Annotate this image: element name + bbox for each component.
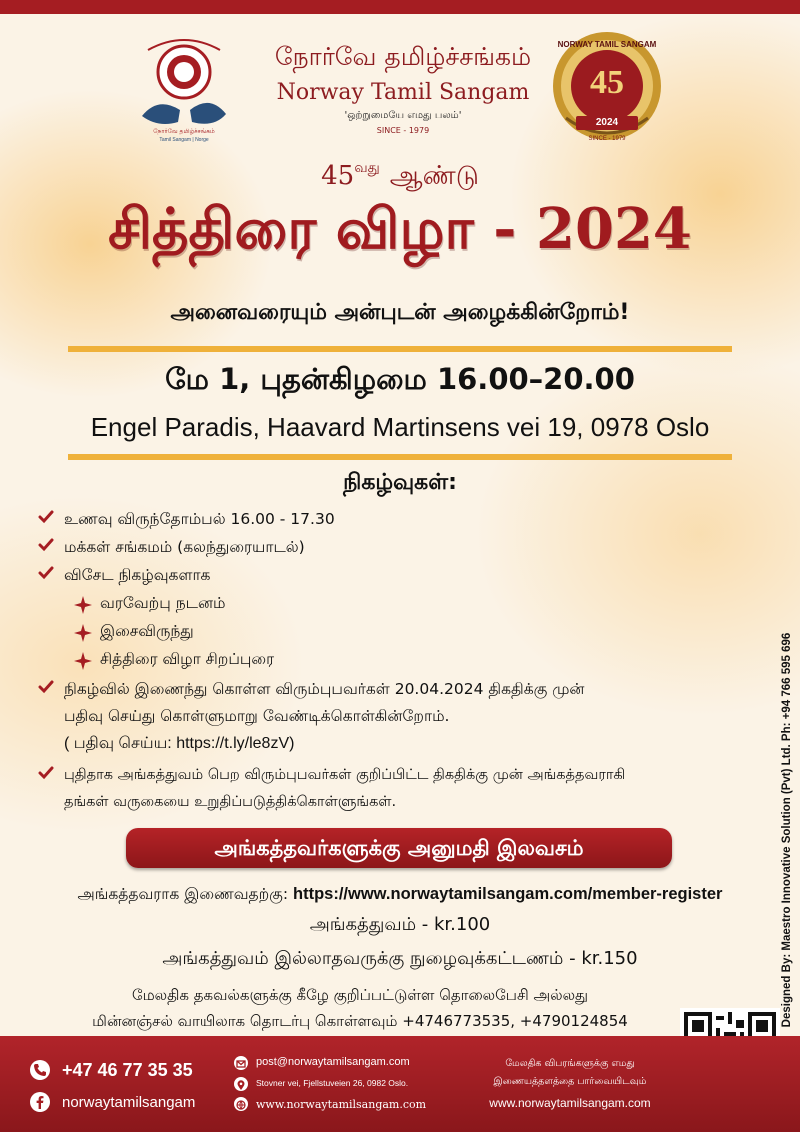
program-sub-item [74,622,474,644]
check-icon [38,537,54,553]
program-sub-item [74,594,474,616]
facebook-icon [30,1092,50,1112]
free-entry-banner: அங்கத்தவர்களுக்கு அனுமதி இலவசம் [126,828,672,868]
org-since: SINCE - 1979 [376,126,430,135]
check-icon [38,765,54,781]
badge-number: 45 [590,64,624,101]
top-bar [0,0,800,14]
program-sub-item-text: வரவேற்பு நடனம் [100,594,226,612]
badge-ring-text: NORWAY TAMIL SANGAM [557,40,657,49]
footer-website-note: மேலதிக விபரங்களுக்கு எமது [505,1058,635,1069]
program-item [38,762,788,816]
footer-phone[interactable]: +47 46 77 35 35 [62,1060,193,1080]
logo-caption: நோர்வே தமிழ்ச்சங்கம் [153,128,215,135]
designer-credit: Designed By: Maestro Innovative Solution (Pvt) Ltd. Ph: +94 766 595 696 [781,632,793,1028]
program-item [38,676,778,757]
program-sub-item [74,650,474,672]
program-item-text: நிகழ்வில் இணைந்து கொள்ள விரும்புபவர்கள் 20.04.2024 திகதிக்கு முன் [64,680,585,698]
program-item-text: மக்கள் சங்கமம் (கலந்துரையாடல்) [64,538,305,556]
program-item-text: தங்கள் வருகையை உறுதிப்படுத்திக்கொள்ளுங்கள். [64,794,397,810]
contact-line: மின்னஞ்சல் வாயிலாக தொடர்பு கொள்ளவும் +4746773535, +4790124854 [92,1012,628,1030]
globe-icon [234,1097,248,1111]
footer-website-link[interactable]: www.norwaytamilsangam.com [489,1096,651,1110]
member-fee: அங்கத்துவம் - kr.100 [309,914,491,935]
footer-email[interactable]: post@norwaytamilsangam.com [256,1056,410,1068]
badge-since: SINCE - 1979 [588,136,626,142]
footer-address: Stovner vei, Fjellstuveien 26, 0982 Oslo. [256,1078,409,1088]
program-item [38,562,758,589]
check-icon [38,565,54,581]
nonmember-fee: அங்கத்துவம் இல்லாதவருக்கு நுழைவுக்கட்டணம் - kr.150 [162,948,638,969]
year-word: ஆண்டு [389,161,479,191]
star-icon [74,624,92,642]
star-icon [74,652,92,670]
event-date-time: மே 1, புதன்கிழமை 16.00–20.00 [165,362,635,396]
program-item-text: உணவு விருந்தோம்பல் 16.00 - 17.30 [64,510,335,528]
org-name-tamil: நோர்வே தமிழ்ச்சங்கம் [274,42,532,71]
star-icon [74,596,92,614]
festival-title: சித்திரை விழா - 2024 [108,196,692,262]
divider-bottom [68,454,732,460]
location-icon [234,1077,248,1091]
program-heading: நிகழ்வுகள்: [343,470,457,495]
phone-icon [30,1060,50,1080]
check-icon [38,679,54,695]
badge-year: 2024 [595,117,619,128]
register-link[interactable]: https://www.norwaytamilsangam.com/member-register [293,885,723,903]
year-number: 45 [321,161,355,191]
register-line [30,885,770,905]
program-item [38,534,758,561]
email-icon [234,1056,248,1070]
org-name-english: Norway Tamil Sangam [276,80,530,105]
sangam-logo [128,36,240,146]
program-item-text: விசேட நிகழ்வுகளாக [64,566,211,584]
anniversary-badge [548,28,666,152]
register-prefix: அங்கத்தவராக இணைவதற்கு: [77,885,289,903]
divider-top [68,346,732,352]
check-icon [38,509,54,525]
footer-website-note: இணையத்தளத்தை பார்வையிடவும் [493,1076,647,1087]
footer-website[interactable]: www.norwaytamilsangam.com [256,1098,427,1111]
program-sub-item-text: இசைவிருந்து [100,622,194,640]
invitation-line: அனைவரையும் அன்புடன் அழைக்கின்றோம்! [170,300,630,325]
program-item-text: புதிதாக அங்கத்துவம் பெற விரும்புபவர்கள் குறிப்பிட்ட திகதிக்கு முன் அங்கத்தவராகி [64,767,626,783]
year-suffix: வது [354,160,380,176]
anniversary-line [200,160,600,194]
program-sub-item-text: சித்திரை விழா சிறப்புரை [100,650,275,668]
program-item [38,506,758,533]
logo-caption-english: Tamil Sangam | Norge [159,137,209,143]
footer-facebook[interactable]: norwaytamilsangam [62,1094,196,1111]
event-venue: Engel Paradis, Haavard Martinsens vei 19, 0978 Oslo [90,412,710,442]
registration-short-link[interactable]: ( பதிவு செய்ய: https://t.ly/le8zV) [64,735,295,752]
program-item-text: பதிவு செய்து கொள்ளுமாறு வேண்டிக்கொள்கின்றோம். [64,707,450,725]
org-motto: 'ஒற்றுமையே எமது பலம்' [344,110,462,121]
contact-line: மேலதிக தகவல்களுக்கு கீழே குறிப்பட்டுள்ள தொலைபேசி அல்லது [131,986,589,1004]
